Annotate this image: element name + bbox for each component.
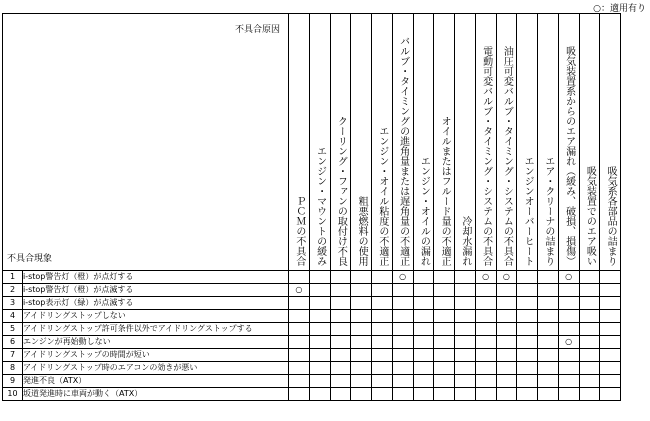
matrix-cell	[372, 388, 393, 401]
matrix-cell	[579, 362, 600, 375]
matrix-cell	[330, 336, 351, 349]
header-row	[3, 14, 621, 271]
matrix-cell	[558, 362, 579, 375]
cause-label: 油圧可変バルブ・タイミング・システムの不具合	[501, 46, 513, 266]
matrix-cell	[517, 349, 538, 362]
matrix-cell	[309, 310, 330, 323]
matrix-cell	[579, 375, 600, 388]
matrix-cell	[392, 284, 413, 297]
matrix-cell	[330, 362, 351, 375]
matrix-cell	[475, 284, 496, 297]
row-number: 1	[3, 271, 23, 284]
matrix-cell	[558, 310, 579, 323]
matrix-cell	[455, 271, 476, 284]
matrix-cell	[434, 297, 455, 310]
cause-header	[579, 14, 600, 271]
matrix-cell	[434, 271, 455, 284]
matrix-cell	[579, 336, 600, 349]
cause-header	[351, 14, 372, 271]
matrix-cell	[372, 336, 393, 349]
symptom-label: アイドリングストップしない	[23, 310, 289, 323]
cause-label: エンジン・オイルの漏れ	[418, 156, 430, 266]
matrix-cell	[538, 323, 559, 336]
matrix-cell	[289, 336, 310, 349]
symptom-label: アイドリングストップ許可条件以外でアイドリングストップする	[23, 323, 289, 336]
matrix-cell	[434, 362, 455, 375]
matrix-cell	[558, 284, 579, 297]
matrix-cell	[434, 310, 455, 323]
matrix-cell	[434, 284, 455, 297]
matrix-cell	[600, 388, 621, 401]
symptom-label: 発進不良（ATX）	[23, 375, 289, 388]
cause-label: 粗悪燃料の使用	[356, 196, 368, 266]
matrix-cell	[289, 323, 310, 336]
row-number: 8	[3, 362, 23, 375]
matrix-cell	[538, 271, 559, 284]
cause-label: 吸気系各部品の詰まり	[605, 166, 617, 266]
matrix-cell	[600, 284, 621, 297]
row-number: 5	[3, 323, 23, 336]
cause-header	[413, 14, 434, 271]
row-number: 9	[3, 375, 23, 388]
matrix-cell	[413, 271, 434, 284]
matrix-cell	[330, 349, 351, 362]
matrix-cell	[538, 349, 559, 362]
symptom-axis-label: 不具合現象	[7, 254, 53, 264]
matrix-cell	[455, 336, 476, 349]
cause-header	[558, 14, 579, 271]
row-number: 3	[3, 297, 23, 310]
cause-header	[330, 14, 351, 271]
matrix-cell	[475, 297, 496, 310]
matrix-cell	[392, 362, 413, 375]
row-number: 6	[3, 336, 23, 349]
matrix-cell	[351, 297, 372, 310]
matrix-cell	[600, 349, 621, 362]
matrix-cell	[434, 336, 455, 349]
cause-label: ＰＣＭの不具合	[293, 196, 305, 266]
cause-label: エア・クリーナの詰まり	[542, 156, 554, 266]
matrix-cell	[309, 297, 330, 310]
cause-label: エンジン・マウントの緩み	[314, 146, 326, 266]
matrix-cell	[392, 297, 413, 310]
matrix-cell	[372, 297, 393, 310]
cause-label: バルブ・タイミングの進角量または遅角量の不適正	[397, 36, 409, 266]
matrix-cell	[351, 271, 372, 284]
matrix-cell	[330, 388, 351, 401]
matrix-cell	[434, 349, 455, 362]
matrix-cell	[600, 336, 621, 349]
matrix-cell	[517, 388, 538, 401]
matrix-cell	[413, 284, 434, 297]
matrix-cell	[538, 388, 559, 401]
matrix-cell	[351, 323, 372, 336]
table-row	[3, 336, 621, 349]
matrix-cell	[309, 375, 330, 388]
matrix-cell	[413, 349, 434, 362]
applicable-mark: ○	[558, 271, 579, 284]
symptom-label: アイドリングストップの時間が短い	[23, 349, 289, 362]
table-body	[3, 271, 621, 401]
matrix-cell	[413, 362, 434, 375]
matrix-cell	[475, 310, 496, 323]
matrix-cell	[455, 323, 476, 336]
matrix-cell	[538, 297, 559, 310]
matrix-cell	[600, 323, 621, 336]
matrix-cell	[351, 375, 372, 388]
matrix-cell	[517, 323, 538, 336]
symptom-label: 坂道発進時に車両が動く（ATX）	[23, 388, 289, 401]
matrix-cell	[372, 362, 393, 375]
matrix-cell	[455, 310, 476, 323]
matrix-cell	[372, 271, 393, 284]
matrix-cell	[413, 297, 434, 310]
matrix-cell	[289, 388, 310, 401]
applicable-mark: ○	[392, 271, 413, 284]
matrix-cell	[558, 388, 579, 401]
matrix-cell	[309, 388, 330, 401]
matrix-cell	[330, 284, 351, 297]
matrix-cell	[600, 375, 621, 388]
applicable-mark: ○	[475, 271, 496, 284]
matrix-cell	[475, 349, 496, 362]
matrix-cell	[289, 310, 310, 323]
cause-axis-label: 不具合原因	[234, 25, 280, 35]
matrix-cell	[558, 323, 579, 336]
table-row	[3, 375, 621, 388]
matrix-cell	[579, 297, 600, 310]
cause-label: 吸気装置でのエア吸い	[584, 166, 596, 266]
matrix-cell	[330, 375, 351, 388]
cause-header	[517, 14, 538, 271]
symptom-label: i-stop表示灯（緑）が点滅する	[23, 297, 289, 310]
matrix-cell	[434, 375, 455, 388]
matrix-cell	[289, 297, 310, 310]
matrix-cell	[475, 323, 496, 336]
matrix-cell	[289, 349, 310, 362]
matrix-cell	[517, 284, 538, 297]
matrix-cell	[558, 349, 579, 362]
matrix-cell	[351, 349, 372, 362]
cause-header	[496, 14, 517, 271]
matrix-cell	[475, 375, 496, 388]
matrix-cell	[600, 362, 621, 375]
table-row	[3, 362, 621, 375]
matrix-cell	[558, 297, 579, 310]
table-row	[3, 297, 621, 310]
matrix-cell	[600, 310, 621, 323]
matrix-cell	[351, 284, 372, 297]
matrix-cell	[475, 336, 496, 349]
table-row	[3, 388, 621, 401]
table-row	[3, 349, 621, 362]
matrix-cell	[330, 297, 351, 310]
matrix-cell	[455, 388, 476, 401]
symptom-label: i-stop警告灯（橙）が点灯する	[23, 271, 289, 284]
matrix-cell	[289, 375, 310, 388]
matrix-cell	[289, 362, 310, 375]
matrix-cell	[351, 310, 372, 323]
matrix-cell	[309, 362, 330, 375]
matrix-cell	[392, 375, 413, 388]
matrix-cell	[496, 336, 517, 349]
matrix-cell	[496, 375, 517, 388]
matrix-cell	[600, 271, 621, 284]
table-row	[3, 310, 621, 323]
matrix-cell	[330, 271, 351, 284]
matrix-cell	[309, 284, 330, 297]
row-number: 4	[3, 310, 23, 323]
table-row	[3, 284, 621, 297]
matrix-cell	[496, 284, 517, 297]
table-row	[3, 323, 621, 336]
matrix-cell	[517, 362, 538, 375]
cause-label: オイルまたはフルード量の不適正	[439, 116, 451, 266]
cause-label: 電動可変バルブ・タイミング・システムの不具合	[480, 46, 492, 266]
matrix-cell	[413, 310, 434, 323]
matrix-cell	[455, 297, 476, 310]
table-row	[3, 271, 621, 284]
matrix-cell	[579, 284, 600, 297]
matrix-cell	[455, 375, 476, 388]
cause-header	[538, 14, 559, 271]
matrix-cell	[392, 323, 413, 336]
cause-label: 冷却水漏れ	[459, 216, 471, 266]
matrix-cell	[434, 388, 455, 401]
matrix-cell	[517, 297, 538, 310]
matrix-cell	[517, 336, 538, 349]
matrix-cell	[413, 388, 434, 401]
matrix-cell	[413, 375, 434, 388]
matrix-cell	[372, 375, 393, 388]
corner-cell	[3, 14, 289, 271]
matrix-cell	[413, 336, 434, 349]
matrix-cell	[351, 336, 372, 349]
matrix-cell	[392, 336, 413, 349]
cause-header	[309, 14, 330, 271]
matrix-cell	[351, 362, 372, 375]
matrix-cell	[330, 323, 351, 336]
matrix-cell	[455, 349, 476, 362]
cause-header	[455, 14, 476, 271]
matrix-cell	[558, 375, 579, 388]
matrix-cell	[392, 310, 413, 323]
matrix-cell	[309, 336, 330, 349]
applicable-mark: ○	[558, 336, 579, 349]
matrix-cell	[517, 310, 538, 323]
matrix-cell	[538, 362, 559, 375]
matrix-cell	[309, 271, 330, 284]
matrix-cell	[289, 271, 310, 284]
matrix-cell	[579, 388, 600, 401]
matrix-cell	[309, 323, 330, 336]
cause-header	[392, 14, 413, 271]
matrix-cell	[538, 375, 559, 388]
matrix-cell	[392, 349, 413, 362]
applicable-mark: ○	[496, 271, 517, 284]
matrix-cell	[496, 323, 517, 336]
cause-label: 吸気装置系からのエア漏れ（緩み、破損、損傷）	[563, 46, 575, 266]
cause-label: エンジン・オイル粘度の不適正	[376, 126, 388, 266]
matrix-cell	[538, 336, 559, 349]
matrix-cell	[496, 388, 517, 401]
matrix-cell	[455, 362, 476, 375]
matrix-cell	[372, 349, 393, 362]
row-number: 7	[3, 349, 23, 362]
matrix-cell	[579, 323, 600, 336]
matrix-cell	[517, 271, 538, 284]
matrix-cell	[517, 375, 538, 388]
cause-header	[600, 14, 621, 271]
matrix-cell	[475, 362, 496, 375]
matrix-cell	[496, 362, 517, 375]
cause-header	[289, 14, 310, 271]
symptom-cause-matrix	[2, 13, 621, 401]
matrix-cell	[496, 310, 517, 323]
matrix-cell	[538, 284, 559, 297]
matrix-cell	[413, 323, 434, 336]
cause-header	[475, 14, 496, 271]
matrix-cell	[496, 349, 517, 362]
cause-header	[434, 14, 455, 271]
matrix-cell	[579, 349, 600, 362]
applicable-mark: ○	[289, 284, 310, 297]
row-number: 2	[3, 284, 23, 297]
row-number: 10	[3, 388, 23, 401]
symptom-label: i-stop警告灯（橙）が点滅する	[23, 284, 289, 297]
matrix-cell	[579, 310, 600, 323]
matrix-cell	[475, 388, 496, 401]
matrix-cell	[372, 310, 393, 323]
matrix-cell	[372, 284, 393, 297]
matrix-cell	[579, 271, 600, 284]
matrix-cell	[392, 388, 413, 401]
matrix-cell	[309, 349, 330, 362]
matrix-cell	[372, 323, 393, 336]
matrix-cell	[496, 297, 517, 310]
cause-header	[372, 14, 393, 271]
legend-text: ○：適用有り	[593, 4, 646, 14]
cause-label: エンジンオーバーヒート	[522, 156, 534, 266]
matrix-cell	[351, 388, 372, 401]
matrix-cell	[538, 310, 559, 323]
matrix-cell	[600, 297, 621, 310]
symptom-label: アイドリングストップ時のエアコンの効きが悪い	[23, 362, 289, 375]
matrix-cell	[330, 310, 351, 323]
symptom-label: エンジンが再始動しない	[23, 336, 289, 349]
matrix-cell	[455, 284, 476, 297]
cause-label: クーリング・ファンの取付け不良	[335, 116, 347, 266]
matrix-cell	[434, 323, 455, 336]
